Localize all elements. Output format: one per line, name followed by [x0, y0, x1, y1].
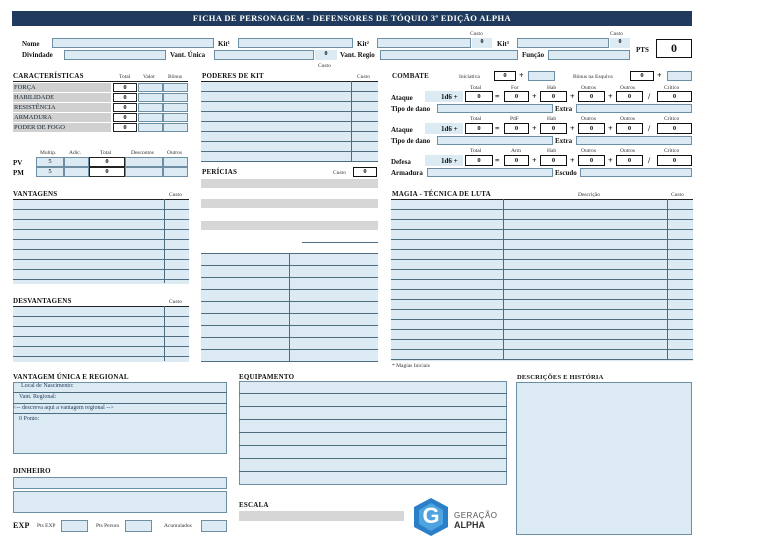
atk2-outros1: 0 [578, 123, 605, 134]
pv-label: PV [13, 159, 23, 167]
atk2-extra: Extra [555, 137, 573, 145]
exp-acumulados-field[interactable] [201, 520, 227, 532]
pericias-field-3[interactable] [201, 221, 378, 230]
atk1-plus2: + [570, 92, 575, 101]
atk2-critico: 0 [657, 123, 692, 134]
pm-outros[interactable] [163, 167, 188, 177]
def-outros1: 0 [578, 155, 605, 166]
def-lbl-total: Total [470, 148, 482, 154]
attr-habilidade: HABILIDADE [13, 93, 111, 102]
dinheiro-field-1[interactable] [13, 477, 227, 489]
attr-poder-de-fogo: PODER DE FOGO [13, 123, 111, 132]
divindade-field[interactable] [64, 50, 166, 60]
col-bonus: Bônus [168, 74, 183, 80]
def-lbl-outros1: Outros [581, 148, 596, 154]
kit3-cost: 0 [610, 38, 630, 48]
page-title: FICHA DE PERSONAGEM - DEFENSORES DE TÓQUIO 3ª EDIÇÃO ALPHA [192, 13, 512, 23]
equipamento-box[interactable] [239, 381, 507, 485]
iniciativa-extra[interactable] [528, 71, 555, 81]
attr-resistencia-bonus[interactable] [163, 103, 188, 112]
atk1-extra-field[interactable] [576, 104, 692, 113]
vantagem-unica-title: VANTAGEM ÚNICA E REGIONAL [13, 373, 129, 381]
pvpm-col-outros: Outros [167, 150, 182, 156]
def-arm: 0 [504, 155, 529, 166]
atk2-hab: 0 [540, 123, 567, 134]
attr-habilidade-bonus[interactable] [163, 93, 188, 102]
def-total: 0 [465, 155, 493, 166]
pericias-title: PERÍCIAS [202, 168, 238, 176]
atk2-lbl-pdf: PdF [510, 116, 519, 122]
vant-unica-label: Vant. Única [170, 51, 206, 59]
escala-title: ESCALA [239, 501, 269, 509]
pts-value: 0 [656, 39, 692, 58]
kit2-label: Kit² [357, 40, 369, 48]
equipamento-title: EQUIPAMENTO [239, 373, 295, 381]
logo-line2: ALPHA [454, 520, 485, 530]
col-total: Total [119, 74, 131, 80]
atk1-lbl-critico: Crítico [664, 85, 680, 91]
atk2-plus2: + [570, 124, 575, 133]
atk1-plus1: + [532, 92, 537, 101]
pm-adic[interactable] [64, 167, 89, 177]
pericias-custo: Custo [333, 170, 346, 176]
def-lbl-hab: Hab [547, 148, 557, 154]
def-plus1: + [532, 156, 537, 165]
atk1-tipo-dano: Tipo de dano [391, 105, 431, 113]
attr-forca-valor[interactable] [138, 83, 163, 92]
logo-letter: G [422, 503, 440, 528]
def-hab: 0 [540, 155, 567, 166]
poderes-kit-title: PODERES DE KIT [202, 72, 264, 80]
vant-unica-cost: 0 [315, 50, 337, 60]
def-eq: = [495, 156, 500, 165]
atk2-dice: 1d6 + [441, 125, 458, 133]
pv-descontos[interactable] [125, 157, 163, 167]
attr-armadura-bonus[interactable] [163, 113, 188, 122]
nome-label: Nome [22, 40, 40, 48]
desvantagens-custo: Custo [169, 299, 182, 305]
atk2-tipo-dano: Tipo de dano [391, 137, 431, 145]
atk1-lbl-outros2: Outros [620, 85, 635, 91]
atk2-plus1: + [532, 124, 537, 133]
atk1-total: 0 [465, 91, 493, 102]
def-lbl-outros2: Outros [620, 148, 635, 154]
exp-pts-exp: Pts EXP [37, 523, 56, 529]
atk1-lbl-total: Total [470, 85, 482, 91]
local-nascimento: Local de Nascimento: [21, 383, 74, 389]
def-slash: / [648, 156, 651, 165]
atk1-critico: 0 [657, 91, 692, 102]
magia-footnote: * Magias Iniciais [392, 363, 430, 369]
pvpm-col-multip: Multip. [40, 150, 57, 156]
attr-resistencia-total: 0 [113, 103, 137, 112]
pericias-value: 0 [353, 167, 377, 177]
iniciativa-value: 0 [494, 71, 516, 81]
exp-pts-exp-field[interactable] [61, 520, 88, 532]
descricoes-title: DESCRIÇÕES E HISTÓRIA [517, 374, 604, 381]
def-plus3: + [608, 156, 613, 165]
bonus-esquiva-plus: + [657, 71, 662, 80]
attr-habilidade-valor[interactable] [138, 93, 163, 102]
attr-forca-bonus[interactable] [163, 83, 188, 92]
atk2-pdf: 0 [504, 123, 529, 134]
def-plus2: + [570, 156, 575, 165]
atk1-lbl-for: For [511, 85, 519, 91]
def-lbl-critico: Crítico [664, 148, 680, 154]
escala-field[interactable] [239, 511, 404, 521]
atk2-lbl-outros2: Outros [620, 116, 635, 122]
atk1-lbl-outros1: Outros [581, 85, 596, 91]
vantagens-custo: Custo [169, 192, 182, 198]
bonus-esquiva-extra[interactable] [667, 71, 692, 81]
pericias-field-1[interactable] [201, 179, 378, 188]
vant-regio-label: Vant. Regio [340, 51, 375, 59]
pvpm-col-descontos: Descontos [131, 150, 154, 156]
pm-mult[interactable]: 5 [36, 167, 64, 177]
attr-armadura-total: 0 [113, 113, 137, 122]
exp-pts-person: Pts Person [96, 523, 120, 529]
dinheiro-field-2[interactable] [13, 491, 227, 513]
def-armadura: Armadura [391, 169, 423, 177]
exp-acumulados: Acumulados [164, 523, 192, 529]
atk1-for: 0 [504, 91, 529, 102]
col-valor: Valor [143, 74, 155, 80]
atk2-lbl-hab: Hab [547, 116, 557, 122]
def-lbl-arm: Arm [511, 148, 522, 154]
kit2-cost: 0 [472, 38, 492, 48]
attr-poder-de-fogo-bonus[interactable] [163, 123, 188, 132]
pvpm-col-adic: Adic. [69, 150, 82, 156]
def-critico: 0 [657, 155, 692, 166]
pv-outros[interactable] [163, 157, 188, 167]
vant-unica-field[interactable] [214, 50, 314, 60]
iniciativa-plus: + [519, 71, 524, 80]
attr-armadura-valor[interactable] [138, 113, 163, 122]
atk2-lbl-outros1: Outros [581, 116, 596, 122]
pv-total: 0 [89, 157, 125, 167]
atk1-name: Ataque [391, 94, 413, 102]
bonus-esquiva-value: 0 [630, 71, 654, 81]
custo-label-1: Custo [470, 31, 483, 37]
pm-total: 0 [89, 167, 125, 177]
atk2-extra-field[interactable] [576, 136, 692, 145]
pm-label: PM [13, 169, 24, 177]
atk1-eq: = [495, 92, 500, 101]
atk1-dice: 1d6 + [441, 93, 458, 101]
vant-regional-placeholder: <-- descreva aqui a vantagem regional --> [13, 405, 114, 411]
kit1-label: Kit¹ [218, 40, 230, 48]
def-outros2: 0 [616, 155, 643, 166]
def-armadura-field[interactable] [427, 168, 553, 177]
funcao-label: Função [522, 51, 545, 59]
def-escudo: Escudo [555, 169, 577, 177]
atk2-plus3: + [608, 124, 613, 133]
attr-forca-total: 0 [113, 83, 137, 92]
atk1-extra: Extra [555, 105, 573, 113]
vantagens-list[interactable] [13, 199, 189, 284]
custo-label-2: Custo [610, 31, 623, 37]
desvantagens-list[interactable] [13, 306, 189, 362]
pv-mult[interactable]: 5 [36, 157, 64, 167]
kit3-label: Kit³ [497, 40, 509, 48]
pm-descontos[interactable] [125, 167, 163, 177]
atk1-plus3: + [608, 92, 613, 101]
atk1-lbl-hab: Hab [547, 85, 557, 91]
magia-custo: Custo [671, 192, 684, 198]
combate-title: COMBATE [392, 72, 430, 80]
atk2-lbl-critico: Crítico [664, 116, 680, 122]
pvpm-col-total: Total [100, 150, 112, 156]
atk1-slash: / [648, 92, 651, 101]
attr-resistencia: RESISTÊNCIA [13, 103, 111, 112]
kit2-field[interactable] [377, 38, 471, 48]
dinheiro-title: DINHEIRO [13, 467, 51, 475]
atk2-lbl-total: Total [470, 116, 482, 122]
exp-pts-person-field[interactable] [125, 520, 152, 532]
attr-habilidade-total: 0 [113, 93, 137, 102]
vant-ponto: 0 Ponto: [19, 416, 40, 422]
atk1-hab: 0 [540, 91, 567, 102]
bonus-esquiva-label: Bônus na Esquiva [573, 74, 613, 80]
def-dice: 1d6 + [441, 157, 458, 165]
magia-list[interactable] [391, 199, 693, 361]
vant-regio-field[interactable] [380, 50, 518, 60]
attr-poder-de-fogo-total: 0 [113, 123, 137, 132]
atk2-slash: / [648, 124, 651, 133]
iniciativa-label: Iniciativa [459, 74, 480, 80]
atk2-eq: = [495, 124, 500, 133]
divindade-label: Divindade [22, 51, 53, 59]
nome-field[interactable] [52, 38, 214, 48]
exp-title: EXP [13, 521, 30, 530]
attr-forca: FORÇA [13, 83, 111, 92]
kit3-field[interactable] [517, 38, 609, 48]
atk2-total: 0 [465, 123, 493, 134]
desvantagens-title: DESVANTAGENS [13, 297, 72, 305]
kit1-field[interactable] [238, 38, 353, 48]
funcao-field[interactable] [548, 50, 630, 60]
atk2-name: Ataque [391, 126, 413, 134]
vantagens-title: VANTAGENS [13, 190, 58, 198]
magia-descricao: Descrição [578, 192, 600, 198]
pts-label: PTS [636, 46, 649, 54]
def-name: Defesa [391, 158, 411, 166]
atk2-tipo-field[interactable] [437, 136, 553, 145]
logo-line1: GERAÇÃO [454, 511, 498, 520]
pericias-field-2[interactable] [201, 199, 378, 208]
atk2-outros2: 0 [616, 123, 643, 134]
atk1-outros2: 0 [616, 91, 643, 102]
attr-resistencia-valor[interactable] [138, 103, 163, 112]
atk1-outros1: 0 [578, 91, 605, 102]
pv-adic[interactable] [64, 157, 89, 167]
attr-armadura: ARMADURA [13, 113, 111, 122]
caracteristicas-title: CARACTERÍSTICAS [13, 72, 84, 80]
logo [412, 497, 512, 537]
vant-regional: Vant. Regional: [19, 394, 57, 400]
attr-poder-de-fogo-valor[interactable] [138, 123, 163, 132]
poderes-kit-custo: Custo [357, 74, 370, 80]
custo-label-3: Custo [318, 63, 331, 69]
magia-title: MAGIA - TÉCNICA DE LUTA [392, 190, 491, 198]
def-escudo-field[interactable] [580, 168, 692, 177]
descricoes-box[interactable] [516, 382, 692, 535]
atk1-tipo-field[interactable] [437, 104, 553, 113]
